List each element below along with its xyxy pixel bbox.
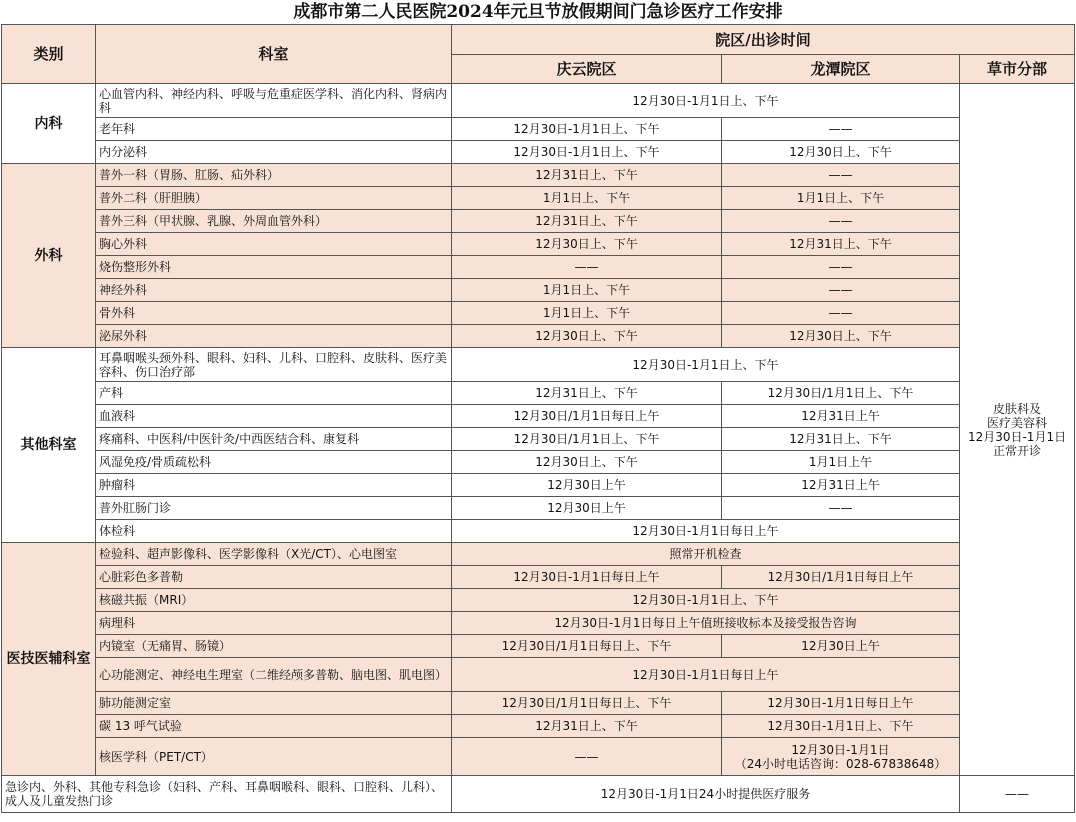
qingyun-cell: —— xyxy=(452,738,722,776)
schedule-merged-cell: 12月30日-1月1日上、下午 xyxy=(452,589,960,612)
department-cell: 核磁共振（MRI） xyxy=(96,589,452,612)
qingyun-cell: 12月30日-1月1日上、下午 xyxy=(452,118,722,141)
header-qingyun: 庆云院区 xyxy=(452,55,722,84)
header-longtan: 龙潭院区 xyxy=(722,55,960,84)
department-cell: 产科 xyxy=(96,382,452,405)
longtan-cell: —— xyxy=(722,302,960,325)
longtan-cell xyxy=(722,738,960,776)
department-cell: 体检科 xyxy=(96,520,452,543)
longtan-cell: —— xyxy=(722,497,960,520)
department-cell: 心血管内科、神经内科、呼吸与危重症医学科、消化内科、肾病内科 xyxy=(96,84,452,118)
header-caoshi: 草市分部 xyxy=(960,55,1075,84)
qingyun-cell: 12月30日上、下午 xyxy=(452,451,722,474)
schedule-merged-cell: 照常开机检查 xyxy=(452,543,960,566)
longtan-cell: —— xyxy=(722,256,960,279)
department-cell: 内分泌科 xyxy=(96,141,452,164)
emergency-label: 急诊内、外科、其他专科急诊（妇科、产科、耳鼻咽喉科、眼科、口腔科、儿科）、成人及儿童发热门诊 xyxy=(2,776,452,813)
caoshi-note-line: 12月30日-1月1日 xyxy=(967,429,1067,444)
department-cell: 检验科、超声影像科、医学影像科（X光/CT）、心电图室 xyxy=(96,543,452,566)
department-cell: 普外一科（胃肠、肛肠、疝外科） xyxy=(96,164,452,187)
category-neike: 内科 xyxy=(2,84,96,164)
schedule-table xyxy=(1,24,1075,813)
header-category: 类别 xyxy=(2,25,96,84)
longtan-cell: 1月1日上午 xyxy=(722,451,960,474)
longtan-cell: 12月30日/1月1日上、下午 xyxy=(722,382,960,405)
qingyun-cell: 12月31日上、下午 xyxy=(452,210,722,233)
longtan-cell-line: （24小时电话咨询：028-67838648） xyxy=(734,756,947,771)
schedule-merged-cell: 12月30日-1月1日每日上午 xyxy=(452,658,960,692)
caoshi-note xyxy=(960,84,1075,776)
category-yiji: 医技医辅科室 xyxy=(2,543,96,776)
department-cell: 风湿免疫/骨质疏松科 xyxy=(96,451,452,474)
qingyun-cell: 12月31日上、下午 xyxy=(452,164,722,187)
department-cell: 核医学科（PET/CT） xyxy=(96,738,452,776)
qingyun-cell: 12月30日/1月1日上、下午 xyxy=(452,428,722,451)
department-cell: 血液科 xyxy=(96,405,452,428)
longtan-cell: 12月31日上、下午 xyxy=(722,428,960,451)
longtan-cell: 12月30日-1月1日上、下午 xyxy=(722,715,960,738)
qingyun-cell: 12月30日/1月1日每日上、下午 xyxy=(452,692,722,715)
department-cell: 老年科 xyxy=(96,118,452,141)
emergency-caoshi: —— xyxy=(960,776,1075,813)
caoshi-note-line: 皮肤科及 xyxy=(993,401,1042,416)
qingyun-cell: 12月30日上午 xyxy=(452,497,722,520)
department-cell: 碳 13 呼气试验 xyxy=(96,715,452,738)
department-cell: 烧伤整形外科 xyxy=(96,256,452,279)
longtan-cell: 12月30日上、下午 xyxy=(722,141,960,164)
qingyun-cell: 12月30日上午 xyxy=(452,474,722,497)
longtan-cell-line: 12月30日-1月1日 xyxy=(791,742,890,757)
qingyun-cell: —— xyxy=(452,256,722,279)
qingyun-cell: 12月30日/1月1日每日上午 xyxy=(452,405,722,428)
longtan-cell: 12月30日上午 xyxy=(722,635,960,658)
department-cell: 心脏彩色多普勒 xyxy=(96,566,452,589)
longtan-cell: —— xyxy=(722,118,960,141)
department-cell: 普外二科（肝胆胰） xyxy=(96,187,452,210)
qingyun-cell: 1月1日上、下午 xyxy=(452,187,722,210)
qingyun-cell: 12月30日-1月1日上、下午 xyxy=(452,141,722,164)
department-cell: 心功能测定、神经电生理室（二维经颅多普勒、脑电图、肌电图） xyxy=(96,658,452,692)
emergency-value: 12月30日-1月1日24小时提供医疗服务 xyxy=(452,776,960,813)
department-cell: 普外肛肠门诊 xyxy=(96,497,452,520)
qingyun-cell: 1月1日上、下午 xyxy=(452,302,722,325)
schedule-merged-cell: 12月30日-1月1日每日上午值班接收标本及接受报告咨询 xyxy=(452,612,960,635)
department-cell: 内镜室（无痛胃、肠镜） xyxy=(96,635,452,658)
caoshi-note-line: 正常开诊 xyxy=(993,443,1042,458)
longtan-cell: 12月30日-1月1日每日上午 xyxy=(722,692,960,715)
department-cell: 胸心外科 xyxy=(96,233,452,256)
caoshi-note-line: 医疗美容科 xyxy=(987,415,1048,430)
qingyun-cell: 12月30日-1月1日每日上午 xyxy=(452,566,722,589)
longtan-cell: 12月31日上午 xyxy=(722,405,960,428)
department-cell: 泌尿外科 xyxy=(96,325,452,348)
qingyun-cell: 1月1日上、下午 xyxy=(452,279,722,302)
qingyun-cell: 12月30日上、下午 xyxy=(452,233,722,256)
longtan-cell: 1月1日上、下午 xyxy=(722,187,960,210)
longtan-cell: 12月31日上午 xyxy=(722,474,960,497)
longtan-cell: —— xyxy=(722,279,960,302)
department-cell: 肺功能测定室 xyxy=(96,692,452,715)
department-cell: 普外三科（甲状腺、乳腺、外周血管外科） xyxy=(96,210,452,233)
schedule-merged-cell: 12月30日-1月1日每日上午 xyxy=(452,520,960,543)
category-waike: 外科 xyxy=(2,164,96,348)
department-cell: 神经外科 xyxy=(96,279,452,302)
qingyun-cell: 12月30日上、下午 xyxy=(452,325,722,348)
category-qita: 其他科室 xyxy=(2,348,96,543)
longtan-cell: 12月30日/1月1日每日上午 xyxy=(722,566,960,589)
header-campus-time: 院区/出诊时间 xyxy=(452,25,1075,55)
longtan-cell: 12月30日上、下午 xyxy=(722,325,960,348)
department-cell: 病理科 xyxy=(96,612,452,635)
qingyun-cell: 12月31日上、下午 xyxy=(452,382,722,405)
qingyun-cell: 12月30日/1月1日每日上、下午 xyxy=(452,635,722,658)
schedule-merged-cell: 12月30日-1月1日上、下午 xyxy=(452,84,960,118)
qingyun-cell: 12月31日上、下午 xyxy=(452,715,722,738)
department-cell: 耳鼻咽喉头颈外科、眼科、妇科、儿科、口腔科、皮肤科、医疗美容科、伤口治疗部 xyxy=(96,348,452,382)
department-cell: 疼痛科、中医科/中医针灸/中西医结合科、康复科 xyxy=(96,428,452,451)
longtan-cell: 12月31日上、下午 xyxy=(722,233,960,256)
header-department: 科室 xyxy=(96,25,452,84)
department-cell: 骨外科 xyxy=(96,302,452,325)
longtan-cell: —— xyxy=(722,164,960,187)
schedule-merged-cell: 12月30日-1月1日上、下午 xyxy=(452,348,960,382)
longtan-cell: —— xyxy=(722,210,960,233)
page-title: 成都市第二人民医院2024年元旦节放假期间门急诊医疗工作安排 xyxy=(293,2,783,22)
department-cell: 肿瘤科 xyxy=(96,474,452,497)
